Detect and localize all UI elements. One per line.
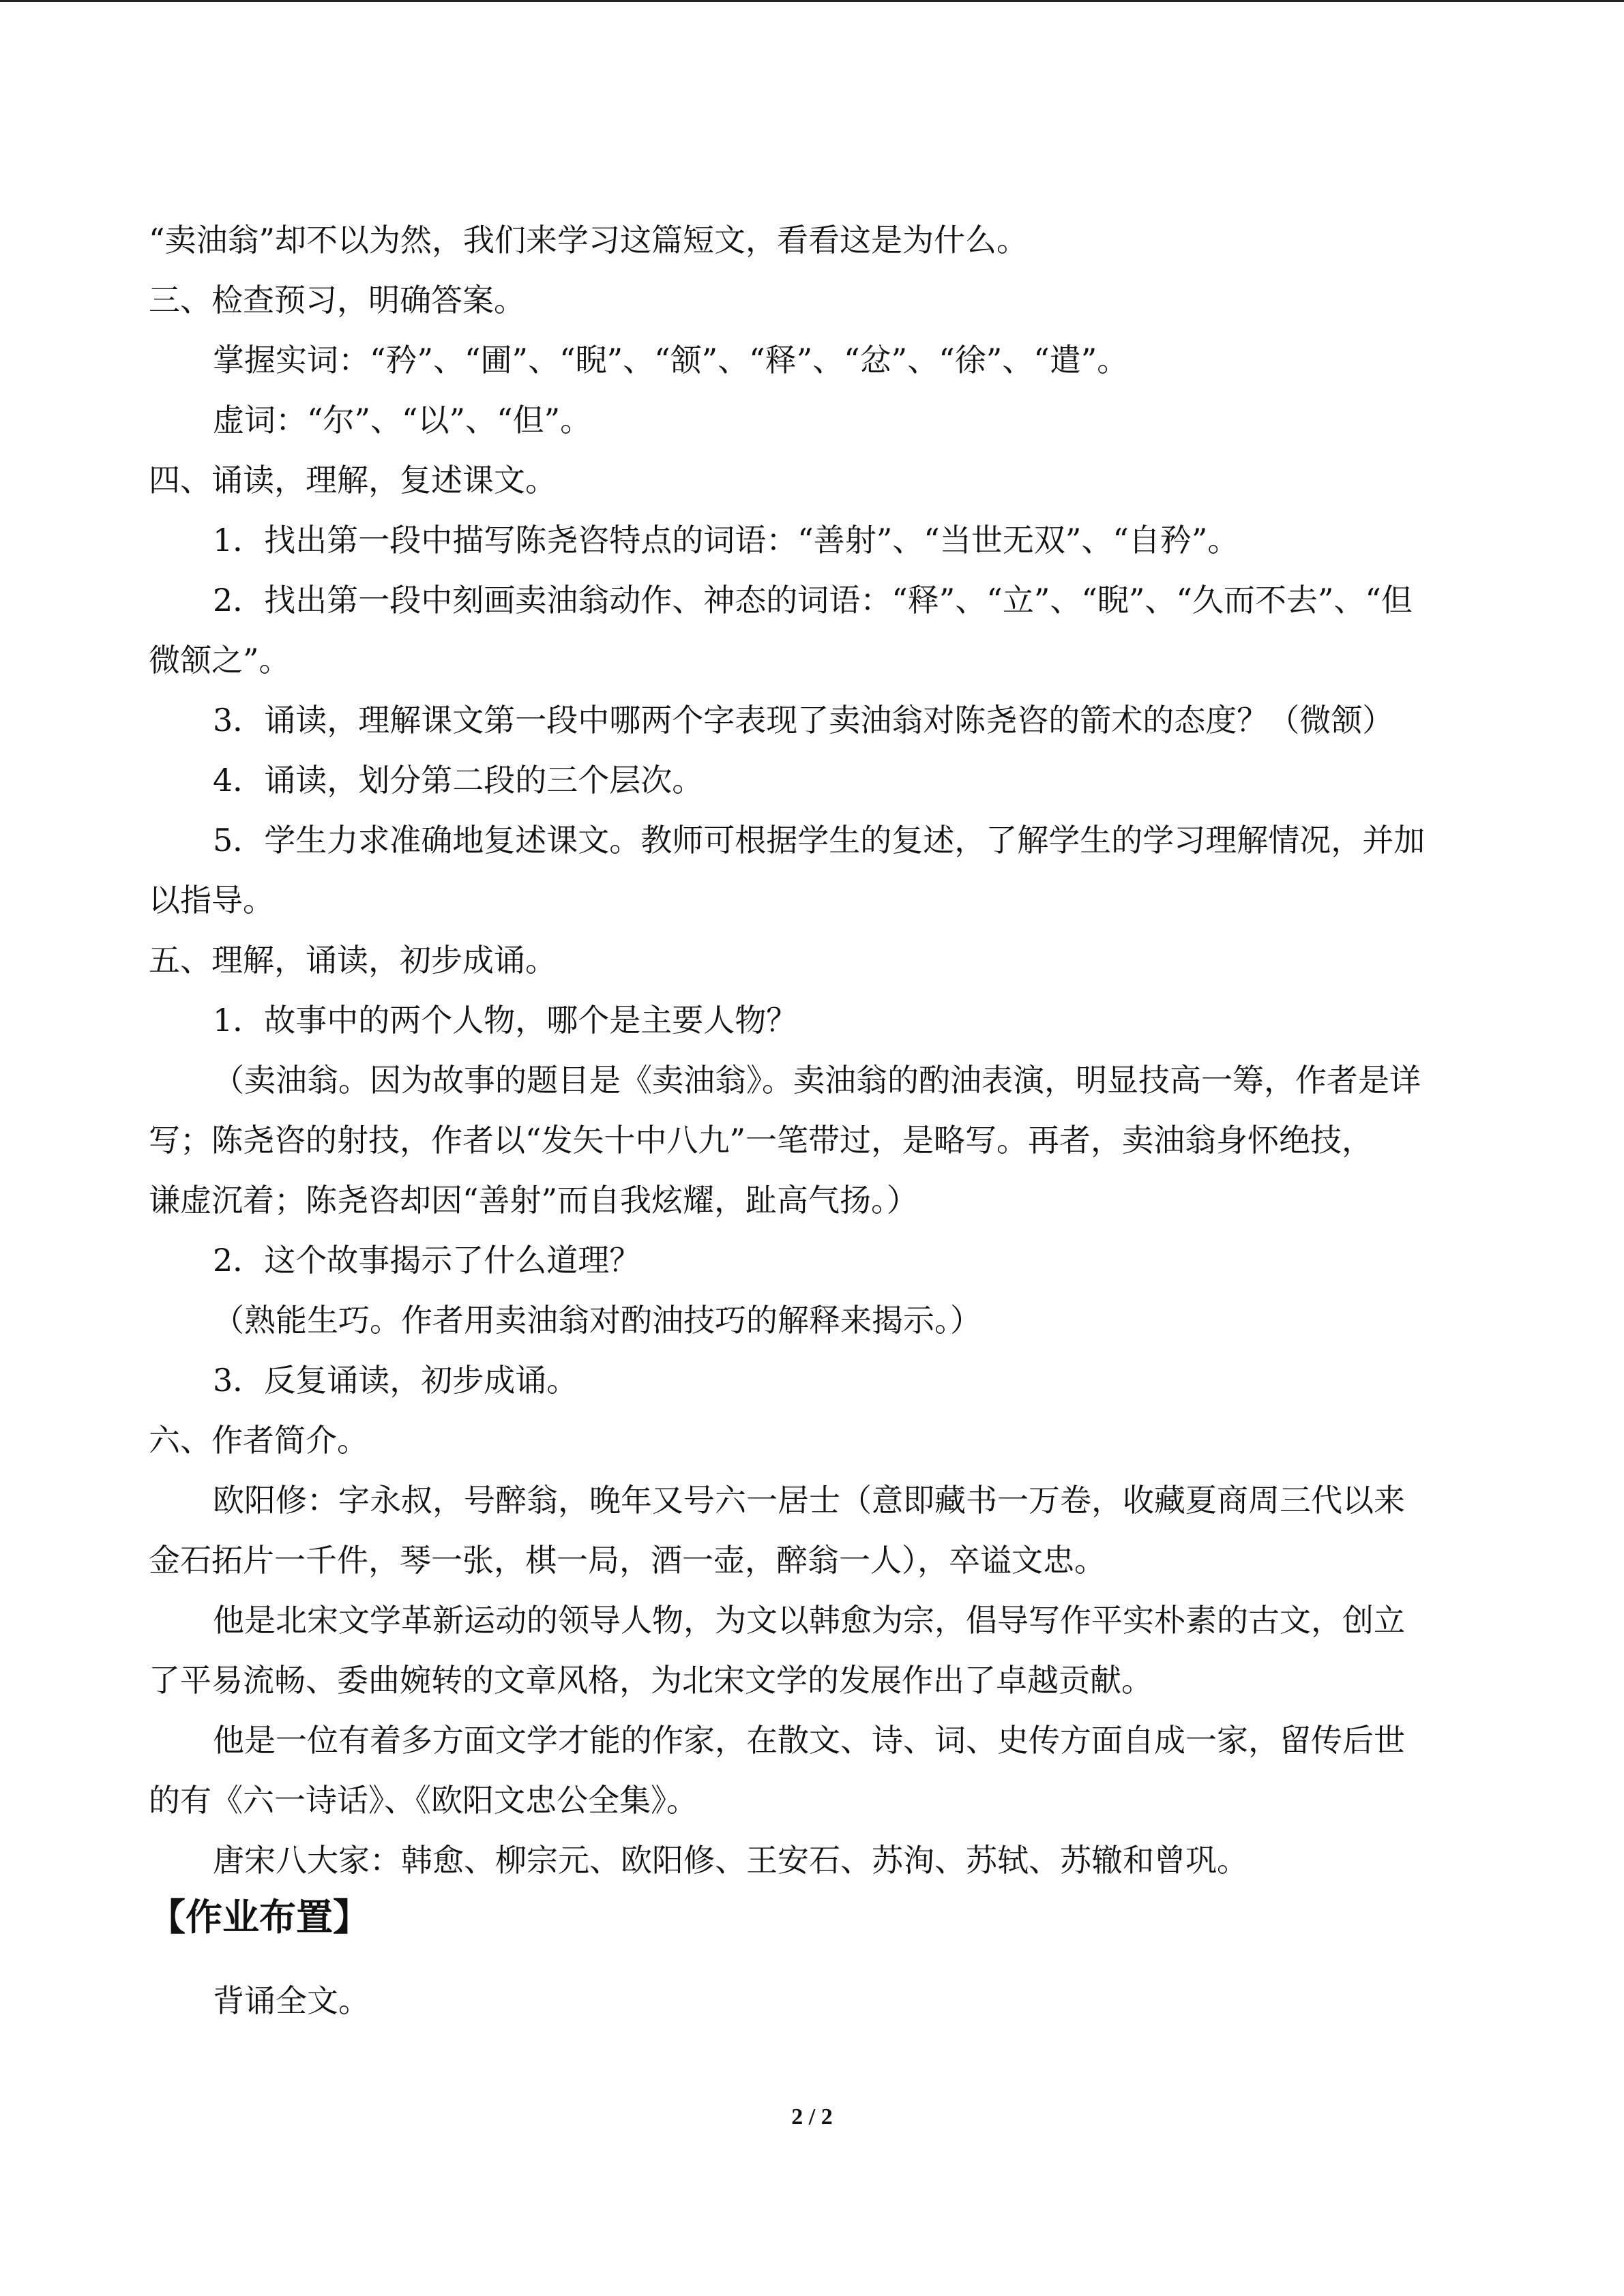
text-line: 2．这个故事揭示了什么道理？ [213, 1242, 641, 1279]
homework-heading: 【作业布置】 [149, 1896, 370, 1939]
text-line: 他是北宋文学革新运动的领导人物，为文以韩愈为宗，倡导写作平实朴素的古文，创立 [213, 1602, 1405, 1639]
text-line: 金石拓片一千件，琴一张，棋一局，酒一壶，醉翁一人），卒谥文忠。 [149, 1542, 1106, 1579]
text-line: （熟能生巧。作者用卖油翁对酌油技巧的解释来揭示。） [213, 1302, 981, 1339]
text-line: 以指导。 [149, 882, 274, 919]
text-line: 3．诵读，理解课文第一段中哪两个字表现了卖油翁对陈尧咨的箭术的态度？（微颔） [213, 702, 1394, 739]
text-line: 谦虚沉着；陈尧咨却因“善射”而自我炫耀，趾高气扬。） [149, 1182, 919, 1219]
document-body [149, 210, 1475, 1890]
text-line: 三、检查预习，明确答案。 [149, 282, 525, 318]
text-line: 虚词：“尔”、“以”、“但”。 [213, 402, 592, 438]
text-line: 1．故事中的两个人物，哪个是主要人物？ [213, 1002, 798, 1039]
text-line: 四、诵读，理解，复述课文。 [149, 462, 557, 498]
text-line: 4．诵读，划分第二段的三个层次。 [213, 762, 704, 799]
text-line: 掌握实词：“矜”、“圃”、“睨”、“颔”、“释”、“忿”、“徐”、“遣”。 [213, 342, 1129, 378]
text-line: （卖油翁。因为故事的题目是《卖油翁》。卖油翁的酌油表演，明显技高一筹，作者是详 [213, 1062, 1421, 1099]
homework-text: 背诵全文。 [213, 1982, 370, 2019]
text-line: 五、理解，诵读，初步成诵。 [149, 942, 557, 979]
text-line: 5．学生力求准确地复述课文。教师可根据学生的复述，了解学生的学习理解情况，并加 [213, 822, 1426, 859]
text-line: 3．反复诵读，初步成诵。 [213, 1362, 578, 1399]
text-line: 2．找出第一段中刻画卖油翁动作、神态的词语：“释”、“立”、“睨”、“久而不去”、“但 [213, 582, 1413, 618]
top-border-rule [0, 0, 1624, 2]
text-line: 他是一位有着多方面文学才能的作家，在散文、诗、词、史传方面自成一家，留传后世 [213, 1722, 1405, 1759]
text-line: 唐宋八大家：韩愈、柳宗元、欧阳修、王安石、苏洵、苏轼、苏辙和曾巩。 [213, 1842, 1248, 1879]
text-line: 欧阳修：字永叔，号醉翁，晚年又号六一居士（意即藏书一万卷，收藏夏商周三代以来 [213, 1482, 1405, 1519]
text-line: 六、作者简介。 [149, 1422, 368, 1459]
text-line: 微颔之”。 [149, 642, 291, 679]
page-number: 2 / 2 [791, 2104, 833, 2130]
text-line: 的有《六一诗话》、《欧阳文忠公全集》。 [149, 1782, 698, 1819]
text-line: “卖油翁”却不以为然，我们来学习这篇短文，看看这是为什么。 [149, 222, 1029, 258]
text-line: 1．找出第一段中描写陈尧咨特点的词语：“善射”、“当世无双”、“自矜”。 [213, 522, 1239, 558]
text-line: 写；陈尧咨的射技，作者以“发矢十中八九”一笔带过，是略写。再者，卖油翁身怀绝技， [149, 1122, 1374, 1159]
text-line: 了平易流畅、委曲婉转的文章风格，为北宋文学的发展作出了卓越贡献。 [149, 1662, 1153, 1699]
